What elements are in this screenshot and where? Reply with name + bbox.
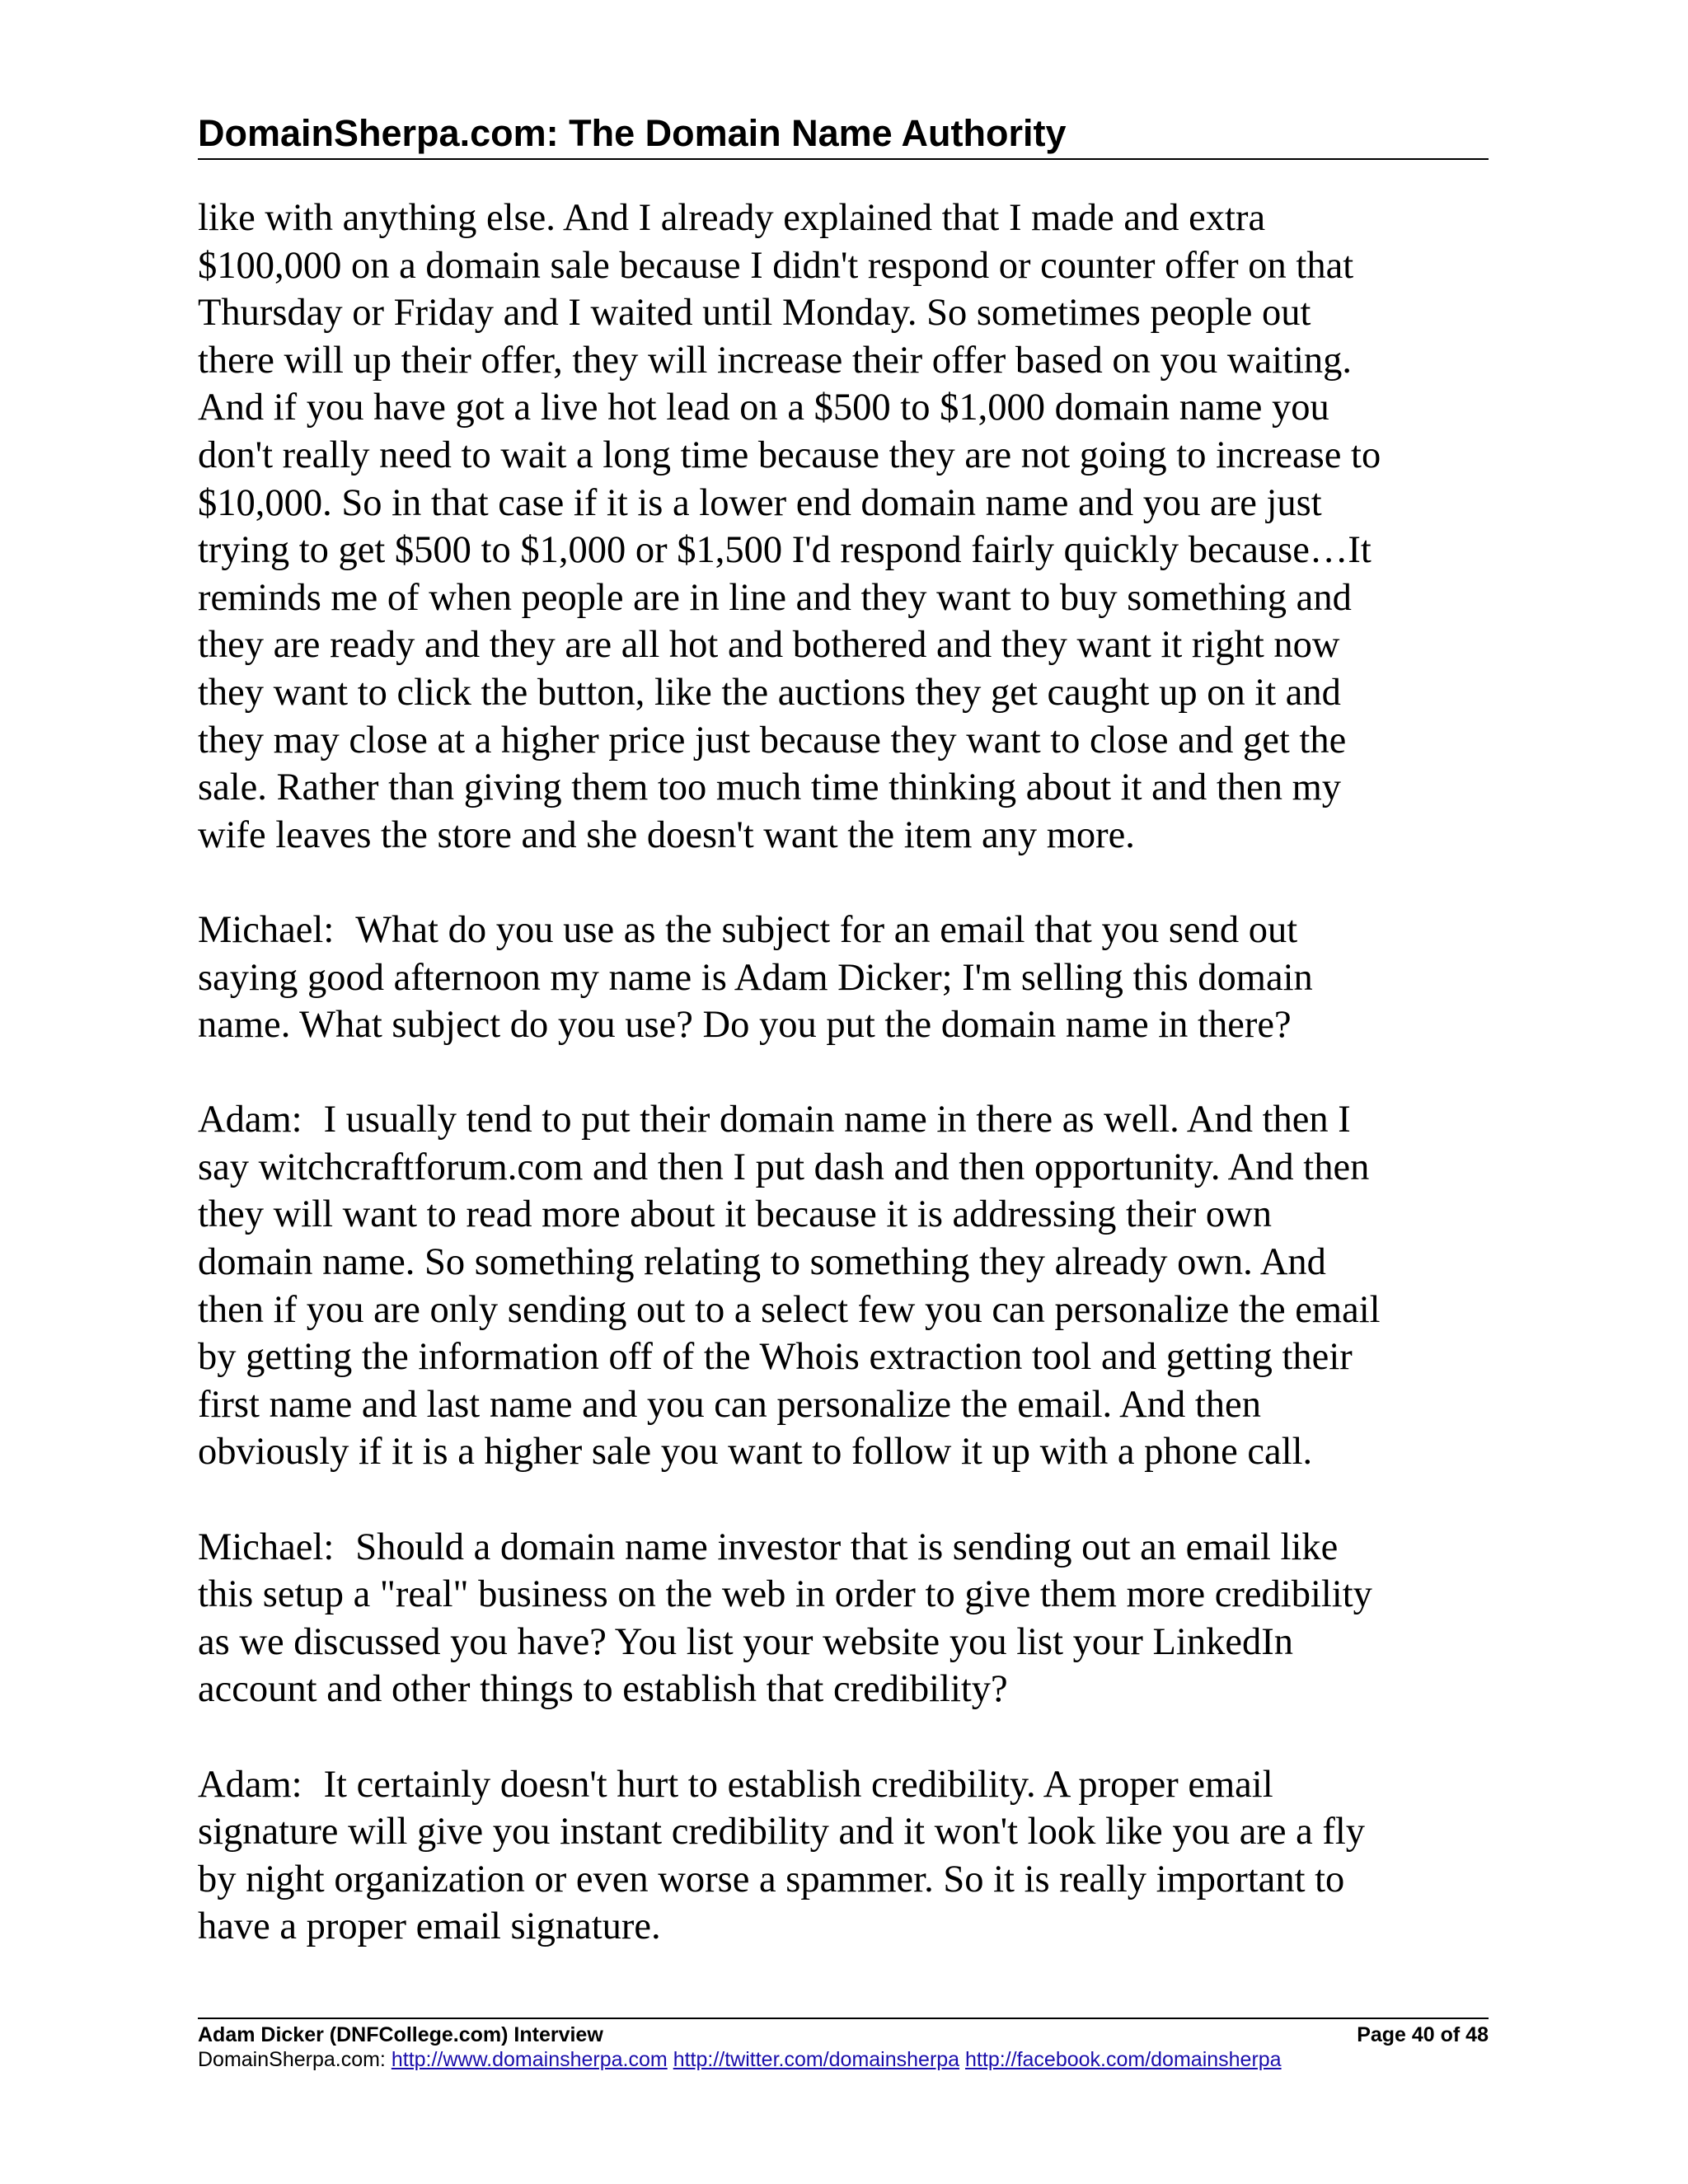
text-line: And if you have got a live hot lead on a $500 to $1,000 domain name you: [198, 387, 1329, 429]
text-line: account and other things to establish that credibility?: [198, 1668, 1008, 1711]
text-line: as we discussed you have? You list your website you list your LinkedIn: [198, 1620, 1293, 1663]
text-line: they are ready and they are all hot and bothered and they want it right now: [198, 624, 1340, 667]
text-line: first name and last name and you can personalize the email. And then: [198, 1383, 1261, 1426]
text-line: they will want to read more about it because it is addressing their own: [198, 1193, 1272, 1236]
text-line: domain name. So something relating to something they already own. And: [198, 1241, 1326, 1284]
facebook-link[interactable]: http://facebook.com/domainsherpa: [965, 2048, 1282, 2071]
speech-text: What do you use as the subject for an email that you send out: [355, 908, 1298, 951]
dialogue-paragraph: [198, 1096, 1489, 1476]
text-line: by night organization or even worse a spammer. So it is really important to: [198, 1858, 1345, 1900]
page-header: [198, 101, 1489, 160]
text-line: by getting the information off of the Whois extraction tool and getting their: [198, 1336, 1353, 1379]
speech-text: It certainly doesn't hurt to establish credibility. A proper email: [323, 1763, 1273, 1806]
speaker-name: Michael:: [198, 1526, 335, 1568]
text-line: they want to click the button, like the auctions they get caught up on it and: [198, 671, 1341, 714]
dialogue-paragraph: [198, 1761, 1489, 1951]
text-line: trying to get $500 to $1,000 or $1,500 I'd respond fairly quickly because…It: [198, 529, 1372, 572]
page-title: DomainSherpa.com: The Domain Name Authority: [198, 112, 1067, 154]
text-line: reminds me of when people are in line and they want to buy something and: [198, 576, 1352, 619]
text-line: [198, 907, 1489, 954]
page-number: Page 40 of 48: [1357, 2023, 1489, 2046]
text-line: signature will give you instant credibility and it won't look like you are a fly: [198, 1811, 1366, 1854]
speaker-name: Michael:: [198, 908, 335, 951]
document-body: [198, 194, 1489, 1999]
text-line: Thursday or Friday and I waited until Monday. So sometimes people out: [198, 292, 1311, 335]
text-line: then if you are only sending out to a select few you can personalize the email: [198, 1288, 1381, 1331]
text-line: wife leaves the store and she doesn't want the item any more.: [198, 813, 1135, 856]
twitter-link[interactable]: http://twitter.com/domainsherpa: [673, 2048, 960, 2071]
speech-text: I usually tend to put their domain name in there as well. And then I: [323, 1099, 1351, 1141]
text-line: saying good afternoon my name is Adam Dicker; I'm selling this domain: [198, 956, 1313, 999]
text-line: don't really need to wait a long time because they are not going to increase to: [198, 434, 1381, 476]
text-line: there will up their offer, they will increase their offer based on you waiting.: [198, 339, 1353, 382]
text-line: [198, 1096, 1489, 1144]
text-line: this setup a "real" business on the web in order to give them more credibility: [198, 1573, 1372, 1616]
text-line: [198, 1524, 1489, 1572]
speech-text: Should a domain name investor that is sending out an email like: [355, 1526, 1339, 1568]
text-line: $100,000 on a domain sale because I didn't respond or counter offer on that: [198, 244, 1354, 287]
footer-interview-title: Adam Dicker (DNFCollege.com) Interview: [198, 2023, 603, 2046]
text-line: name. What subject do you use? Do you put the domain name in there?: [198, 1004, 1292, 1047]
footer-top-row: [198, 2019, 1489, 2047]
speaker-name: Adam:: [198, 1763, 302, 1806]
text-line: have a proper email signature.: [198, 1905, 661, 1948]
domainsherpa-website-link[interactable]: http://www.domainsherpa.com: [391, 2048, 668, 2071]
text-line: sale. Rather than giving them too much time thinking about it and then my: [198, 766, 1342, 809]
text-line: $10,000. So in that case if it is a lower end domain name and you are just: [198, 481, 1322, 524]
text-line: [198, 1761, 1489, 1809]
text-line: they may close at a higher price just because they want to close and get the: [198, 719, 1347, 762]
speaker-name: Adam:: [198, 1099, 302, 1141]
paragraph: [198, 194, 1489, 859]
text-line: say witchcraftforum.com and then I put dash and then opportunity. And then: [198, 1146, 1370, 1188]
footer-links: [198, 2047, 1489, 2072]
page-footer: [198, 2018, 1489, 2072]
dialogue-paragraph: [198, 1524, 1489, 1713]
text-line: obviously if it is a higher sale you want to follow it up with a phone call.: [198, 1431, 1313, 1474]
dialogue-paragraph: [198, 907, 1489, 1049]
text-line: like with anything else. And I already explained that I made and extra: [198, 197, 1266, 239]
footer-site-label: DomainSherpa.com:: [198, 2048, 386, 2071]
